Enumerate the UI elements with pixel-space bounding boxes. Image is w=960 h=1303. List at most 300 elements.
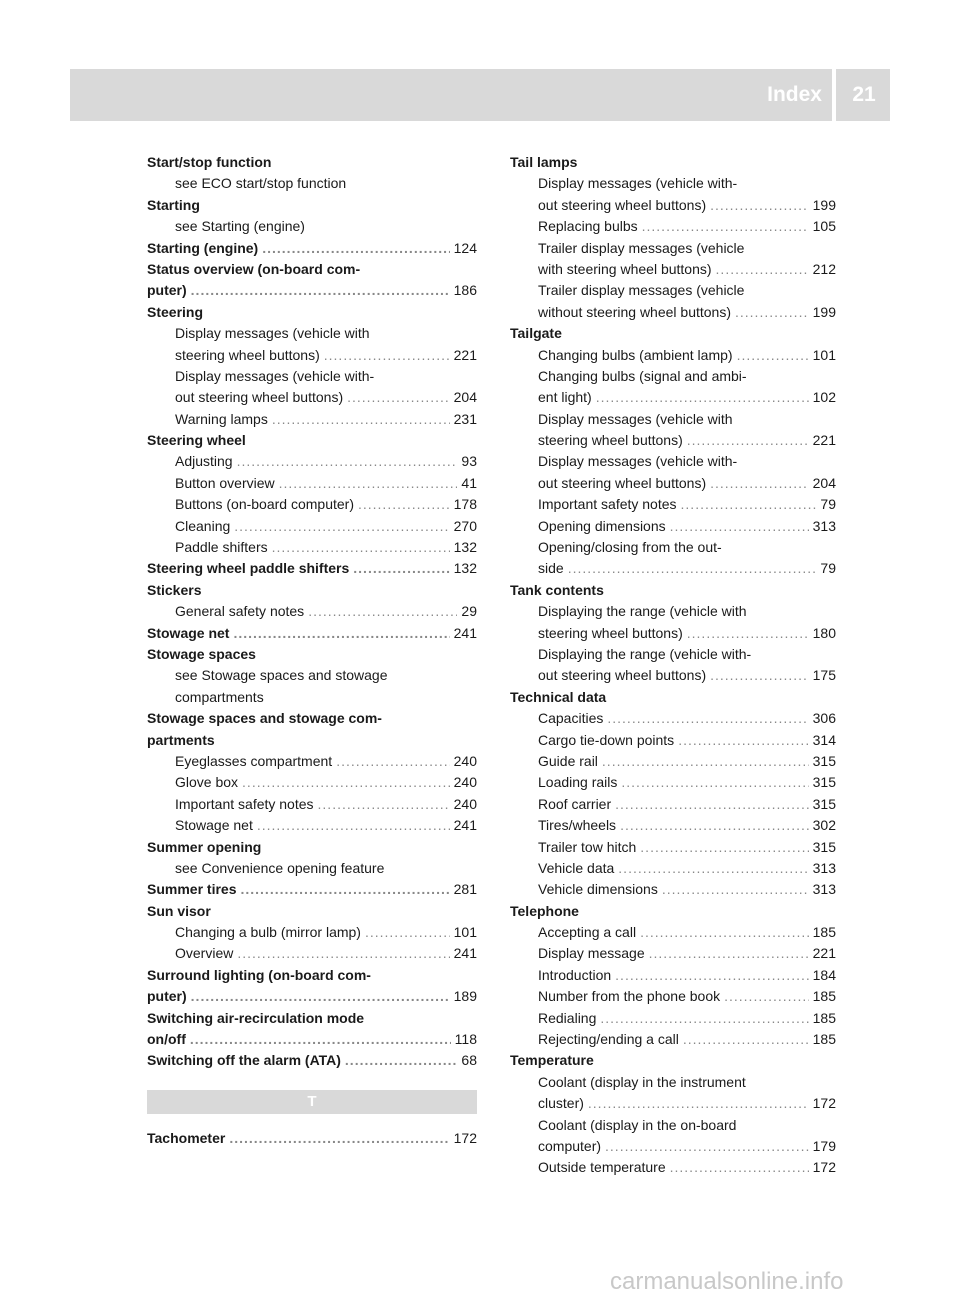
index-entry bbox=[510, 665, 836, 686]
index-entry bbox=[510, 302, 836, 323]
index-entry-label: Changing bulbs (ambient lamp) bbox=[538, 346, 733, 363]
index-entry bbox=[147, 943, 477, 964]
index-entry-label: Steering wheel bbox=[147, 432, 246, 449]
dot-leader bbox=[191, 986, 450, 1007]
index-entry-label: General safety notes bbox=[175, 603, 305, 620]
index-entry-label: puter) bbox=[147, 282, 187, 299]
index-entry-page: 240 bbox=[453, 774, 477, 791]
index-entry-label: Display messages (vehicle with bbox=[175, 325, 370, 342]
index-entry bbox=[510, 259, 836, 280]
index-entry bbox=[147, 537, 477, 558]
index-entry-label: Sun visor bbox=[147, 902, 211, 919]
index-entry bbox=[147, 451, 477, 472]
index-entry-label: Steering bbox=[147, 303, 204, 320]
index-entry-label: cluster) bbox=[538, 1095, 584, 1112]
index-entry bbox=[510, 1115, 836, 1136]
index-entry bbox=[510, 580, 836, 601]
index-entry-label: Display messages (vehicle with bbox=[538, 410, 733, 427]
index-entry bbox=[147, 366, 477, 387]
index-entry bbox=[510, 965, 836, 986]
dot-leader bbox=[640, 922, 809, 943]
index-entry bbox=[147, 409, 477, 430]
dot-leader bbox=[191, 280, 450, 301]
dot-leader bbox=[615, 965, 808, 986]
index-entry bbox=[510, 837, 836, 858]
index-entry bbox=[147, 238, 477, 259]
index-entry-label: Glove box bbox=[175, 774, 239, 791]
dot-leader bbox=[687, 623, 809, 644]
index-entry-page: 29 bbox=[461, 603, 477, 620]
index-entry bbox=[510, 708, 836, 729]
index-entry-page: 79 bbox=[820, 496, 836, 513]
index-entry-label: Display message bbox=[538, 945, 645, 962]
index-entry-page: 212 bbox=[812, 260, 836, 277]
index-entry bbox=[510, 473, 836, 494]
index-entry bbox=[147, 708, 477, 729]
index-entry bbox=[147, 580, 477, 601]
index-entry bbox=[510, 1072, 836, 1093]
dot-leader bbox=[279, 473, 458, 494]
index-entry-label: computer) bbox=[538, 1137, 602, 1154]
index-entry bbox=[510, 772, 836, 793]
dot-leader bbox=[615, 794, 809, 815]
index-entry-page: 313 bbox=[812, 517, 836, 534]
index-entry-page: 204 bbox=[812, 474, 836, 491]
dot-leader bbox=[737, 345, 809, 366]
index-entry-label: Display messages (vehicle with- bbox=[538, 453, 738, 470]
index-entry-page: 241 bbox=[453, 945, 477, 962]
index-entry-page: 41 bbox=[461, 474, 477, 491]
dot-leader bbox=[642, 216, 809, 237]
index-entry bbox=[147, 665, 477, 686]
index-entry-page: 240 bbox=[453, 752, 477, 769]
index-entry-label: Starting (engine) bbox=[147, 239, 259, 256]
dot-leader bbox=[687, 430, 809, 451]
index-entry-label: Accepting a call bbox=[538, 924, 637, 941]
dot-leader bbox=[602, 751, 809, 772]
dot-leader bbox=[681, 494, 817, 515]
index-entry-label: Vehicle dimensions bbox=[538, 881, 658, 898]
dot-leader bbox=[234, 516, 449, 537]
index-entry bbox=[510, 794, 836, 815]
index-entry bbox=[510, 494, 836, 515]
index-entry-page: 315 bbox=[812, 838, 836, 855]
dot-leader bbox=[190, 1029, 451, 1050]
index-entry bbox=[147, 430, 477, 451]
index-entry-page: 124 bbox=[453, 239, 477, 256]
index-entry-page: 172 bbox=[453, 1129, 477, 1146]
index-entry bbox=[510, 409, 836, 430]
dot-leader bbox=[262, 238, 449, 259]
index-entry bbox=[147, 623, 477, 644]
index-entry-page: 68 bbox=[461, 1052, 477, 1069]
index-entry bbox=[147, 1008, 477, 1029]
index-entry bbox=[510, 922, 836, 943]
dot-leader bbox=[347, 387, 450, 408]
index-entry-label: out steering wheel buttons) bbox=[538, 474, 707, 491]
dot-leader bbox=[358, 494, 450, 515]
index-entry-label: Introduction bbox=[538, 966, 612, 983]
index-entry-page: 231 bbox=[453, 410, 477, 427]
index-entry-page: 101 bbox=[812, 346, 836, 363]
index-entry-label: Temperature bbox=[510, 1052, 594, 1069]
index-entry bbox=[147, 558, 477, 579]
index-entry bbox=[510, 195, 836, 216]
index-entry-label: Cleaning bbox=[175, 517, 231, 534]
index-entry bbox=[147, 858, 477, 879]
index-entry-page: 221 bbox=[812, 432, 836, 449]
index-entry-label: Telephone bbox=[510, 902, 579, 919]
dot-leader bbox=[710, 665, 809, 686]
index-entry-label: Tachometer bbox=[147, 1129, 226, 1146]
index-entry-label: Status overview (on-board com- bbox=[147, 260, 361, 277]
index-entry-label: Paddle shifters bbox=[175, 539, 268, 556]
index-entry bbox=[147, 772, 477, 793]
index-entry-label: Outside temperature bbox=[538, 1159, 666, 1176]
index-entry bbox=[510, 730, 836, 751]
dot-leader bbox=[605, 1136, 809, 1157]
index-entry-page: 302 bbox=[812, 817, 836, 834]
index-entry-label: partments bbox=[147, 731, 215, 748]
index-entry-page: 178 bbox=[453, 496, 477, 513]
index-entry-label: Tank contents bbox=[510, 581, 604, 598]
index-entry bbox=[147, 730, 477, 751]
index-entry-page: 93 bbox=[461, 453, 477, 470]
index-entry-page: 179 bbox=[812, 1137, 836, 1154]
index-entry-label: Surround lighting (on-board com- bbox=[147, 966, 371, 983]
index-entry-page: 241 bbox=[453, 817, 477, 834]
index-entry bbox=[510, 345, 836, 366]
index-entry-page: 172 bbox=[812, 1159, 836, 1176]
index-entry bbox=[510, 1050, 836, 1071]
index-entry-label: out steering wheel buttons) bbox=[175, 389, 344, 406]
index-entry bbox=[147, 644, 477, 665]
index-entry-label: Steering wheel paddle shifters bbox=[147, 560, 350, 577]
index-entry bbox=[510, 815, 836, 836]
dot-leader bbox=[345, 1050, 458, 1071]
index-entry bbox=[147, 473, 477, 494]
index-entry bbox=[147, 323, 477, 344]
index-entry bbox=[510, 516, 836, 537]
index-entry-label: Buttons (on-board computer) bbox=[175, 496, 354, 513]
index-entry-label: steering wheel buttons) bbox=[538, 624, 683, 641]
page-number: 21 bbox=[852, 83, 876, 106]
index-entry-page: 315 bbox=[812, 795, 836, 812]
index-entry-label: Roof carrier bbox=[538, 795, 612, 812]
right-entry-list bbox=[510, 152, 836, 1179]
index-entry bbox=[510, 558, 836, 579]
index-entry-page: 306 bbox=[812, 710, 836, 727]
index-entry-label: Number from the phone book bbox=[538, 988, 721, 1005]
index-entry-page: 184 bbox=[812, 966, 836, 983]
index-entry-label: Stowage net bbox=[175, 817, 253, 834]
index-entry bbox=[147, 879, 477, 900]
index-entry-label: compartments bbox=[175, 688, 264, 705]
dot-leader bbox=[735, 302, 809, 323]
index-entry-label: on/off bbox=[147, 1031, 186, 1048]
index-entry bbox=[147, 216, 477, 237]
index-entry-label: ent light) bbox=[538, 389, 592, 406]
dot-leader bbox=[649, 943, 809, 964]
index-entry-label: Tail lamps bbox=[510, 154, 578, 170]
dot-leader bbox=[588, 1093, 809, 1114]
index-entry-page: 132 bbox=[453, 539, 477, 556]
index-entry-page: 189 bbox=[453, 988, 477, 1005]
index-entry-label: Technical data bbox=[510, 688, 607, 705]
dot-leader bbox=[308, 601, 457, 622]
index-entry-page: 185 bbox=[812, 1009, 836, 1026]
index-entry bbox=[147, 601, 477, 622]
index-entry-label: Adjusting bbox=[175, 453, 233, 470]
dot-leader bbox=[716, 259, 809, 280]
dot-leader bbox=[600, 1008, 808, 1029]
index-entry bbox=[147, 1128, 477, 1149]
index-entry-label: Stowage spaces and stowage com- bbox=[147, 710, 382, 727]
dot-leader bbox=[229, 1128, 449, 1149]
index-entry bbox=[510, 1093, 836, 1114]
index-entry bbox=[510, 216, 836, 237]
index-entry-page: 172 bbox=[812, 1095, 836, 1112]
dot-leader bbox=[242, 772, 450, 793]
index-entry-label: Eyeglasses compartment bbox=[175, 752, 333, 769]
index-entry bbox=[147, 837, 477, 858]
index-entry bbox=[147, 494, 477, 515]
index-entry-page: 79 bbox=[820, 560, 836, 577]
index-entry-label: Switching off the alarm (ATA) bbox=[147, 1052, 341, 1069]
index-entry bbox=[147, 152, 477, 173]
dot-leader bbox=[353, 558, 449, 579]
index-entry bbox=[147, 901, 477, 922]
index-entry-label: Opening/closing from the out- bbox=[538, 539, 722, 556]
index-entry-label: Coolant (display in the on-board bbox=[538, 1116, 737, 1133]
index-entry bbox=[147, 280, 477, 301]
index-entry-label: Button overview bbox=[175, 474, 275, 491]
dot-leader bbox=[272, 537, 450, 558]
index-entry bbox=[510, 323, 836, 344]
index-entry-label: Displaying the range (vehicle with- bbox=[538, 645, 752, 662]
index-entry-label: Vehicle data bbox=[538, 859, 615, 876]
index-entry bbox=[510, 879, 836, 900]
page-title: Index bbox=[767, 83, 822, 106]
index-entry-label: Changing a bulb (mirror lamp) bbox=[175, 924, 361, 941]
dot-leader bbox=[670, 516, 809, 537]
index-entry-page: 314 bbox=[812, 731, 836, 748]
index-entry bbox=[147, 922, 477, 943]
index-entry-page: 185 bbox=[812, 924, 836, 941]
index-entry-page: 105 bbox=[812, 218, 836, 235]
index-entry-page: 204 bbox=[453, 389, 477, 406]
index-entry-page: 118 bbox=[454, 1031, 477, 1048]
index-entry-page: 185 bbox=[812, 988, 836, 1005]
index-entry bbox=[510, 537, 836, 558]
dot-leader bbox=[237, 451, 458, 472]
dot-leader bbox=[596, 387, 809, 408]
dot-leader bbox=[240, 879, 449, 900]
index-entry bbox=[510, 430, 836, 451]
dot-leader bbox=[257, 815, 450, 836]
index-entry-label: see Stowage spaces and stowage bbox=[175, 667, 388, 684]
index-entry-page: 186 bbox=[453, 282, 477, 299]
dot-leader bbox=[710, 473, 809, 494]
index-entry-label: Guide rail bbox=[538, 752, 598, 769]
section-letter-bar: T bbox=[147, 1090, 477, 1114]
left-entry-list-after-section bbox=[147, 1128, 477, 1149]
index-entry bbox=[510, 901, 836, 922]
index-entry bbox=[147, 1050, 477, 1071]
index-entry bbox=[147, 687, 477, 708]
index-entry-label: steering wheel buttons) bbox=[175, 346, 320, 363]
watermark: carmanualsonline.info bbox=[610, 1268, 844, 1295]
dot-leader bbox=[365, 922, 450, 943]
index-entry-label: Summer opening bbox=[147, 838, 262, 855]
dot-leader bbox=[620, 815, 809, 836]
index-entry-label: Cargo tie-down points bbox=[538, 731, 675, 748]
index-entry-label: Summer tires bbox=[147, 881, 237, 898]
index-entry-page: 270 bbox=[453, 517, 477, 534]
index-entry-label: Rejecting/ending a call bbox=[538, 1031, 679, 1048]
index-entry-page: 102 bbox=[812, 389, 836, 406]
index-entry-page: 221 bbox=[812, 945, 836, 962]
index-entry bbox=[510, 623, 836, 644]
index-entry bbox=[510, 858, 836, 879]
index-entry-label: Switching air-recirculation mode bbox=[147, 1009, 365, 1026]
index-entry bbox=[147, 986, 477, 1007]
dot-leader bbox=[724, 986, 809, 1007]
index-entry-label: Trailer display messages (vehicle bbox=[538, 282, 745, 299]
index-entry-page: 315 bbox=[812, 752, 836, 769]
index-entry bbox=[147, 794, 477, 815]
index-entry bbox=[510, 387, 836, 408]
index-entry-label: Redialing bbox=[538, 1009, 597, 1026]
index-entry-page: 313 bbox=[812, 859, 836, 876]
index-entry-page: 185 bbox=[812, 1031, 836, 1048]
index-entry bbox=[147, 345, 477, 366]
index-entry-label: Overview bbox=[175, 945, 234, 962]
dot-leader bbox=[233, 623, 449, 644]
dot-leader bbox=[710, 195, 809, 216]
index-entry bbox=[147, 965, 477, 986]
index-entry-label: Warning lamps bbox=[175, 410, 268, 427]
index-entry-label: see Starting (engine) bbox=[175, 218, 305, 235]
index-entry bbox=[510, 601, 836, 622]
index-entry-label: Stowage net bbox=[147, 624, 230, 641]
index-entry-page: 315 bbox=[812, 774, 836, 791]
index-entry-page: 313 bbox=[812, 881, 836, 898]
index-entry-label: Starting bbox=[147, 196, 200, 213]
index-entry-page: 132 bbox=[453, 560, 477, 577]
index-entry bbox=[147, 259, 477, 280]
index-entry-page: 221 bbox=[453, 346, 477, 363]
index-entry bbox=[510, 152, 836, 173]
header-divider bbox=[832, 69, 836, 121]
index-entry bbox=[510, 238, 836, 259]
index-entry-label: Capacities bbox=[538, 710, 604, 727]
index-entry-label: Display messages (vehicle with- bbox=[538, 175, 738, 192]
dot-leader bbox=[621, 772, 808, 793]
index-entry-label: Loading rails bbox=[538, 774, 618, 791]
index-entry-label: Stowage spaces bbox=[147, 645, 256, 662]
dot-leader bbox=[318, 794, 450, 815]
index-entry-label: Important safety notes bbox=[538, 496, 677, 513]
index-entry bbox=[147, 195, 477, 216]
index-entry bbox=[510, 943, 836, 964]
index-entry bbox=[147, 751, 477, 772]
index-entry-label: Stickers bbox=[147, 581, 202, 598]
index-entry-label: side bbox=[538, 560, 564, 577]
index-entry bbox=[147, 1029, 477, 1050]
index-entry-label: out steering wheel buttons) bbox=[538, 196, 707, 213]
index-entry-page: 101 bbox=[453, 924, 477, 941]
index-entry-label: Displaying the range (vehicle with bbox=[538, 603, 747, 620]
index-entry-label: see Convenience opening feature bbox=[175, 859, 385, 876]
index-entry bbox=[510, 451, 836, 472]
index-entry-label: steering wheel buttons) bbox=[538, 432, 683, 449]
index-column-right bbox=[510, 152, 836, 1179]
index-entry bbox=[510, 1008, 836, 1029]
index-entry-label: Changing bulbs (signal and ambi- bbox=[538, 367, 747, 384]
dot-leader bbox=[683, 1029, 809, 1050]
index-entry-label: puter) bbox=[147, 988, 187, 1005]
index-entry-label: Replacing bulbs bbox=[538, 218, 638, 235]
index-entry bbox=[510, 644, 836, 665]
index-entry bbox=[147, 302, 477, 323]
index-entry-label: without steering wheel buttons) bbox=[538, 303, 731, 320]
dot-leader bbox=[324, 345, 450, 366]
index-entry bbox=[510, 751, 836, 772]
index-entry bbox=[147, 815, 477, 836]
index-entry-label: Display messages (vehicle with- bbox=[175, 367, 375, 384]
index-entry-page: 180 bbox=[812, 624, 836, 641]
index-entry bbox=[147, 173, 477, 194]
dot-leader bbox=[662, 879, 809, 900]
dot-leader bbox=[607, 708, 808, 729]
index-entry-label: Tires/wheels bbox=[538, 817, 617, 834]
index-entry-label: Opening dimensions bbox=[538, 517, 666, 534]
index-entry-page: 241 bbox=[453, 624, 477, 641]
index-entry-label: Tailgate bbox=[510, 325, 562, 342]
index-entry bbox=[510, 1157, 836, 1178]
index-entry bbox=[510, 1136, 836, 1157]
index-entry bbox=[510, 366, 836, 387]
index-entry bbox=[510, 173, 836, 194]
dot-leader bbox=[336, 751, 449, 772]
index-entry-label: out steering wheel buttons) bbox=[538, 667, 707, 684]
index-entry-page: 240 bbox=[453, 795, 477, 812]
dot-leader bbox=[272, 409, 450, 430]
index-entry-label: Trailer tow hitch bbox=[538, 838, 637, 855]
index-entry bbox=[510, 986, 836, 1007]
index-entry-label: see ECO start/stop function bbox=[175, 175, 347, 192]
index-entry-label: with steering wheel buttons) bbox=[538, 260, 712, 277]
index-column-left bbox=[147, 152, 477, 1149]
index-entry bbox=[147, 516, 477, 537]
dot-leader bbox=[618, 858, 808, 879]
dot-leader bbox=[670, 1157, 809, 1178]
left-entry-list bbox=[147, 152, 477, 1072]
index-entry bbox=[147, 387, 477, 408]
index-entry-page: 199 bbox=[812, 196, 836, 213]
dot-leader bbox=[678, 730, 808, 751]
index-entry bbox=[510, 1029, 836, 1050]
index-entry-page: 281 bbox=[453, 881, 477, 898]
index-entry-page: 175 bbox=[812, 667, 836, 684]
index-entry-label: Trailer display messages (vehicle bbox=[538, 239, 745, 256]
dot-leader bbox=[568, 558, 817, 579]
index-entry-label: Start/stop function bbox=[147, 154, 272, 170]
index-entry-label: Important safety notes bbox=[175, 795, 314, 812]
index-entry-page: 199 bbox=[812, 303, 836, 320]
dot-leader bbox=[640, 837, 808, 858]
